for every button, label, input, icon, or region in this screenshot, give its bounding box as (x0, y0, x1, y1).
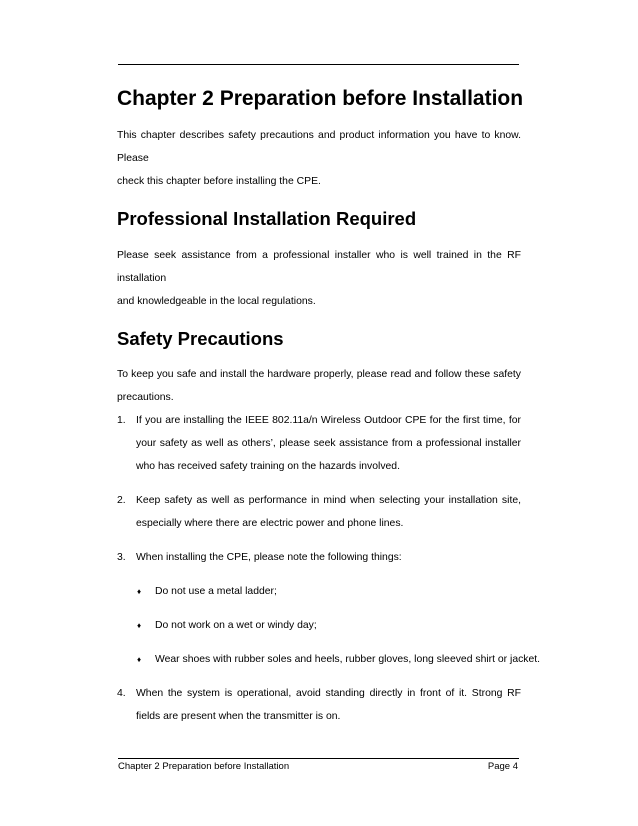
list-item-text: When the system is operational, avoid standing directly in front of it. Strong RF fields are present when the transmitter is on. (136, 688, 521, 722)
bullet-item (136, 614, 521, 637)
safety-intro-paragraph (117, 363, 521, 409)
footer-rule (118, 758, 519, 759)
safety-intro-line-2: precautions. (117, 392, 174, 403)
intro-line-1: This chapter describes safety precautions and product information you have to know. Please (117, 130, 521, 164)
header-rule (118, 64, 519, 65)
list-marker: 2. (117, 495, 126, 506)
bullet-text: Do not use a metal ladder; (155, 586, 277, 597)
footer-page-number: Page 4 (487, 761, 518, 772)
list-marker: 3. (117, 552, 126, 563)
list-item (117, 409, 521, 478)
section-title-professional: Professional Installation Required (117, 208, 417, 229)
list-marker: 1. (117, 415, 126, 426)
intro-line-2: check this chapter before installing the CPE. (117, 176, 321, 187)
list-item-text: If you are installing the IEEE 802.11a/n Wireless Outdoor CPE for the first time, for your safety as well as others’, please seek assistance from a professional installer who has received safety training on the hazards involved. (136, 415, 521, 472)
diamond-bullet-icon: ♦ (137, 587, 142, 596)
professional-line-2: and knowledgeable in the local regulations. (117, 296, 316, 307)
diamond-bullet-icon: ♦ (137, 655, 142, 664)
list-item (117, 682, 521, 728)
intro-paragraph (117, 124, 521, 193)
safety-intro-line-1: To keep you safe and install the hardware properly, please read and follow these safety (117, 369, 521, 380)
list-item-text: When installing the CPE, please note the following things: (136, 552, 402, 563)
bullet-item (136, 648, 541, 671)
diamond-bullet-icon: ♦ (137, 621, 142, 630)
professional-line-1: Please seek assistance from a professional installer who is well trained in the RF installation (117, 250, 521, 284)
chapter-heading: Chapter 2 Preparation before Installation (117, 87, 524, 110)
footer-chapter-title: Chapter 2 Preparation before Installation (118, 761, 290, 772)
list-item (117, 489, 521, 535)
professional-paragraph (117, 244, 521, 313)
list-item (117, 546, 541, 671)
section-title-safety: Safety Precautions (117, 328, 284, 349)
bullet-item (136, 580, 521, 603)
list-item-text: Keep safety as well as performance in mind when selecting your installation site, especially where there are electric power and phone lines. (136, 495, 521, 529)
list-marker: 4. (117, 688, 126, 699)
bullet-text: Wear shoes with rubber soles and heels, rubber gloves, long sleeved shirt or jacket. (155, 654, 541, 665)
safety-list (117, 409, 541, 739)
bullet-text: Do not work on a wet or windy day; (155, 620, 317, 631)
sub-bullet-list (136, 580, 541, 671)
